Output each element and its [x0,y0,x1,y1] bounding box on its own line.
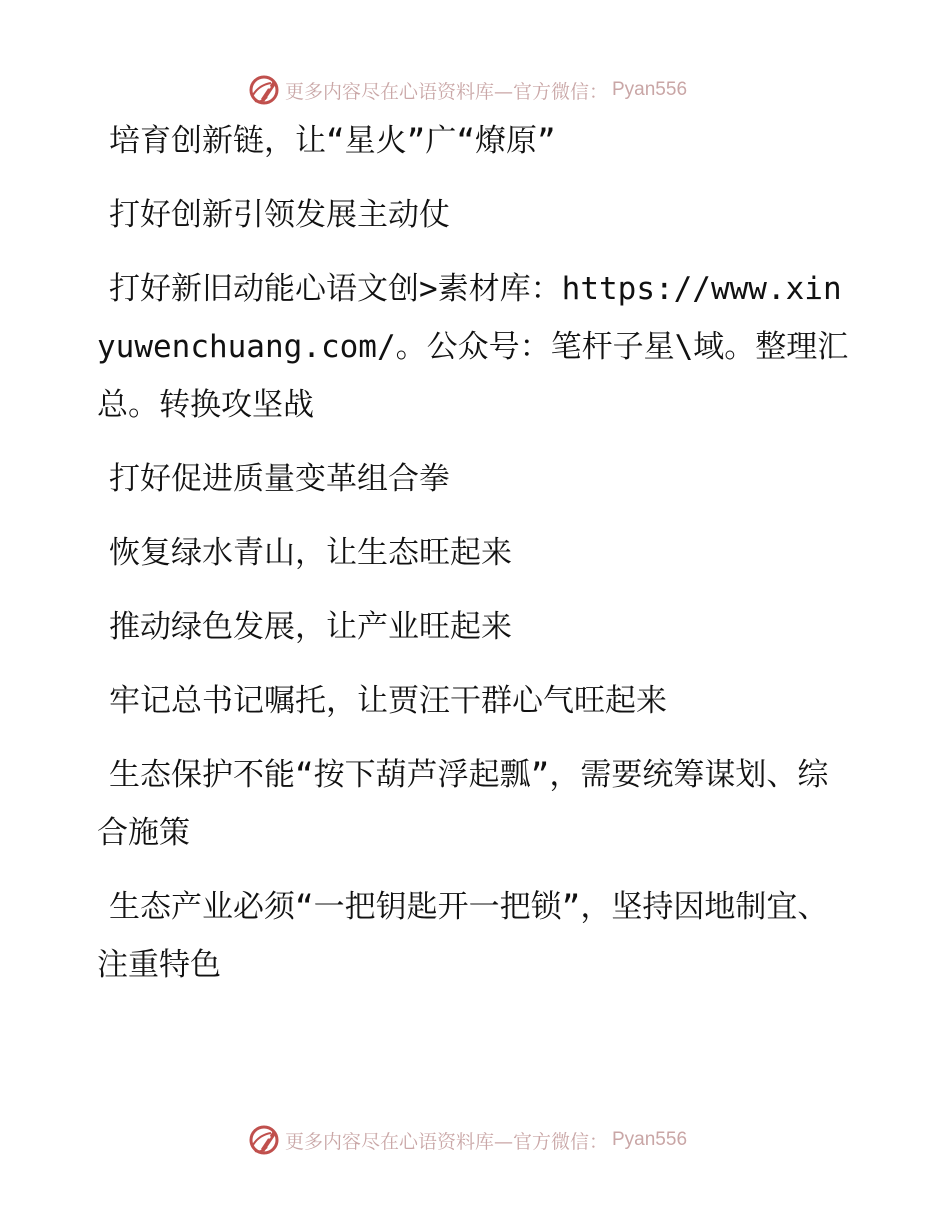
paragraph: 打好创新引领发展主动仗 [109,197,450,233]
fountain-pen-logo-icon [247,1123,281,1157]
paragraph: 打好新旧动能心语文创>素材库：https://www.xinyuwenchuang.com/。公众号：笔杆子星\域。整理汇总。转换攻坚战 [97,271,849,423]
footer-banner-text: 更多内容尽在心语资料库—官方微信： [284,1130,608,1153]
paragraph: 培育创新链，让“星火”广“燎原” [109,123,556,159]
footer-watermark-banner [0,1120,950,1160]
document-body [97,112,857,1010]
header-banner-text: 更多内容尽在心语资料库—官方微信： [284,80,608,103]
header-wechat-id: Pyan556 [612,79,688,100]
paragraph: 生态产业必须“一把钥匙开一把锁”，坚持因地制宜、注重特色 [97,889,829,983]
paragraph: 生态保护不能“按下葫芦浮起瓢”，需要统筹谋划、综合施策 [97,757,829,851]
paragraph: 牢记总书记嘱托，让贾汪干群心气旺起来 [109,683,667,719]
paragraph: 推动绿色发展，让产业旺起来 [109,609,512,645]
header-watermark-banner [0,70,950,110]
paragraph: 恢复绿水青山，让生态旺起来 [109,535,512,571]
fountain-pen-logo-icon [247,73,281,107]
footer-wechat-id: Pyan556 [612,1129,688,1150]
paragraph: 打好促进质量变革组合拳 [109,461,450,497]
